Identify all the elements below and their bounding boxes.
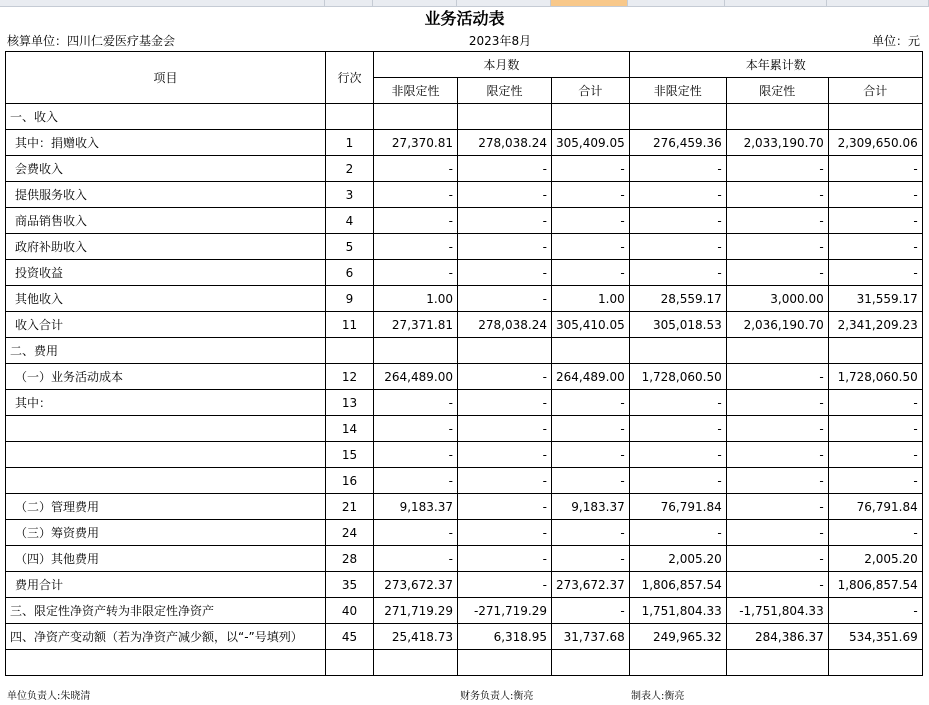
row-label[interactable]: （一）业务活动成本 (6, 364, 326, 390)
row-label[interactable]: 二、费用 (6, 338, 326, 364)
cell-month-unrestricted[interactable]: - (374, 234, 458, 260)
cell-month-restricted[interactable]: - (458, 364, 552, 390)
row-label[interactable]: 投资收益 (6, 260, 326, 286)
cell-ytd-unrestricted[interactable]: 249,965.32 (629, 624, 726, 650)
cell-ytd-unrestricted[interactable]: 1,806,857.54 (629, 572, 726, 598)
cell-ytd-total[interactable] (828, 104, 922, 130)
cell-month-restricted[interactable]: - (458, 182, 552, 208)
cell-ytd-unrestricted[interactable]: - (629, 442, 726, 468)
preparer-signature[interactable]: 制表人:衡亮 (631, 691, 685, 702)
row-line-number[interactable] (326, 104, 374, 130)
table-row (6, 234, 923, 260)
cell-ytd-restricted[interactable]: 284,386.37 (726, 624, 828, 650)
header-ytd-unrestricted[interactable]: 非限定性 (629, 78, 726, 104)
row-label[interactable]: 商品销售收入 (6, 208, 326, 234)
cell-ytd-unrestricted[interactable]: 305,018.53 (629, 312, 726, 338)
finance-head-signature[interactable]: 财务负责人:衡亮 (460, 691, 534, 702)
cell-ytd-total[interactable]: - (828, 182, 922, 208)
header-month-restricted[interactable]: 限定性 (458, 78, 552, 104)
table-row (6, 546, 923, 572)
cell-month-restricted[interactable]: - (458, 156, 552, 182)
cell-month-unrestricted[interactable]: 9,183.37 (374, 494, 458, 520)
blank-cell[interactable] (552, 650, 630, 676)
header-ytd-total[interactable]: 合计 (828, 78, 922, 104)
signature-footer (0, 688, 929, 705)
cell-ytd-unrestricted[interactable]: - (629, 520, 726, 546)
cell-month-restricted[interactable]: - (458, 286, 552, 312)
cell-ytd-total[interactable]: - (828, 598, 922, 624)
cell-ytd-unrestricted[interactable]: - (629, 416, 726, 442)
table-row (6, 130, 923, 156)
cell-ytd-unrestricted[interactable]: - (629, 468, 726, 494)
cell-month-unrestricted[interactable]: - (374, 520, 458, 546)
cell-ytd-total[interactable]: 534,351.69 (828, 624, 922, 650)
cell-ytd-restricted[interactable]: 3,000.00 (726, 286, 828, 312)
cell-ytd-total[interactable] (828, 338, 922, 364)
table-row (6, 416, 923, 442)
cell-ytd-total[interactable]: - (828, 156, 922, 182)
row-label[interactable] (6, 416, 326, 442)
cell-month-total[interactable]: 9,183.37 (552, 494, 630, 520)
table-row (6, 572, 923, 598)
row-line-number[interactable]: 40 (326, 598, 374, 624)
cell-month-total[interactable] (552, 338, 630, 364)
cell-month-restricted[interactable]: - (458, 546, 552, 572)
header-current-month[interactable]: 本月数 (374, 52, 630, 78)
period-label[interactable]: 2023年8月 (468, 34, 532, 48)
activity-statement-table (5, 51, 923, 676)
header-ytd-restricted[interactable]: 限定性 (726, 78, 828, 104)
cell-month-total[interactable] (552, 104, 630, 130)
row-label[interactable]: （二）管理费用 (6, 494, 326, 520)
row-line-number[interactable]: 11 (326, 312, 374, 338)
cell-ytd-unrestricted[interactable]: 2,005.20 (629, 546, 726, 572)
row-label[interactable]: 一、收入 (6, 104, 326, 130)
cell-month-unrestricted[interactable] (374, 104, 458, 130)
row-line-number[interactable]: 9 (326, 286, 374, 312)
cell-month-unrestricted[interactable]: - (374, 468, 458, 494)
row-label[interactable]: 提供服务收入 (6, 182, 326, 208)
cell-ytd-restricted[interactable]: - (726, 468, 828, 494)
cell-ytd-total[interactable]: - (828, 234, 922, 260)
cell-month-total[interactable]: 305,410.05 (552, 312, 630, 338)
sheet-title[interactable]: 业务活动表 (424, 9, 505, 28)
cell-ytd-unrestricted[interactable]: - (629, 390, 726, 416)
cell-month-total[interactable]: - (552, 390, 630, 416)
cell-ytd-restricted[interactable]: 2,036,190.70 (726, 312, 828, 338)
header-line[interactable]: 行次 (326, 52, 374, 104)
row-line-number[interactable]: 24 (326, 520, 374, 546)
table-row (6, 442, 923, 468)
cell-ytd-restricted[interactable]: - (726, 546, 828, 572)
table-row (6, 520, 923, 546)
cell-ytd-total[interactable]: 2,005.20 (828, 546, 922, 572)
cell-month-total[interactable]: - (552, 416, 630, 442)
header-item[interactable]: 项目 (6, 52, 326, 104)
cell-month-restricted[interactable]: 278,038.24 (458, 312, 552, 338)
cell-ytd-unrestricted[interactable]: - (629, 234, 726, 260)
cell-ytd-restricted[interactable]: - (726, 364, 828, 390)
cell-month-total[interactable]: - (552, 442, 630, 468)
row-label[interactable] (6, 442, 326, 468)
row-line-number[interactable]: 3 (326, 182, 374, 208)
cell-month-unrestricted[interactable]: 264,489.00 (374, 364, 458, 390)
cell-month-restricted[interactable]: - (458, 442, 552, 468)
cell-month-restricted[interactable]: - (458, 572, 552, 598)
cell-ytd-restricted[interactable]: - (726, 234, 828, 260)
row-label[interactable]: 会费收入 (6, 156, 326, 182)
row-line-number[interactable]: 45 (326, 624, 374, 650)
table-row (6, 208, 923, 234)
cell-ytd-total[interactable]: 1,806,857.54 (828, 572, 922, 598)
row-label[interactable]: 其他收入 (6, 286, 326, 312)
cell-ytd-unrestricted[interactable]: 276,459.36 (629, 130, 726, 156)
cell-ytd-unrestricted[interactable]: 1,751,804.33 (629, 598, 726, 624)
blank-cell[interactable] (726, 650, 828, 676)
cell-ytd-restricted[interactable]: - (726, 520, 828, 546)
row-line-number[interactable]: 4 (326, 208, 374, 234)
blank-cell[interactable] (6, 650, 326, 676)
blank-cell[interactable] (326, 650, 374, 676)
cell-ytd-total[interactable]: - (828, 208, 922, 234)
cell-ytd-total[interactable]: - (828, 390, 922, 416)
table-row (6, 182, 923, 208)
cell-ytd-restricted[interactable]: - (726, 416, 828, 442)
table-row (6, 312, 923, 338)
cell-month-unrestricted[interactable]: - (374, 546, 458, 572)
table-row (6, 286, 923, 312)
row-line-number[interactable]: 16 (326, 468, 374, 494)
row-line-number[interactable]: 1 (326, 130, 374, 156)
cell-ytd-restricted[interactable]: - (726, 390, 828, 416)
row-line-number[interactable]: 6 (326, 260, 374, 286)
header-year-to-date[interactable]: 本年累计数 (629, 52, 922, 78)
blank-cell[interactable] (629, 650, 726, 676)
row-label[interactable]: 三、限定性净资产转为非限定性净资产 (6, 598, 326, 624)
row-line-number[interactable]: 21 (326, 494, 374, 520)
row-line-number[interactable]: 14 (326, 416, 374, 442)
blank-cell[interactable] (458, 650, 552, 676)
table-row (6, 364, 923, 390)
row-line-number[interactable]: 15 (326, 442, 374, 468)
cell-month-total[interactable]: 31,737.68 (552, 624, 630, 650)
cell-ytd-total[interactable]: - (828, 442, 922, 468)
cell-month-restricted[interactable]: - (458, 208, 552, 234)
cell-ytd-total[interactable]: 1,728,060.50 (828, 364, 922, 390)
cell-month-restricted[interactable]: 6,318.95 (458, 624, 552, 650)
cell-ytd-restricted[interactable]: - (726, 260, 828, 286)
cell-month-total[interactable]: - (552, 156, 630, 182)
table-row (6, 156, 923, 182)
blank-row (6, 650, 923, 676)
cell-ytd-restricted[interactable]: - (726, 182, 828, 208)
cell-ytd-restricted[interactable]: - (726, 572, 828, 598)
cell-ytd-total[interactable]: - (828, 416, 922, 442)
cell-ytd-unrestricted[interactable]: - (629, 260, 726, 286)
cell-month-restricted[interactable] (458, 104, 552, 130)
cell-month-restricted[interactable]: -271,719.29 (458, 598, 552, 624)
table-row (6, 104, 923, 130)
cell-month-restricted[interactable]: - (458, 390, 552, 416)
cell-month-unrestricted[interactable]: - (374, 208, 458, 234)
cell-ytd-total[interactable]: 2,341,209.23 (828, 312, 922, 338)
cell-ytd-restricted[interactable] (726, 104, 828, 130)
cell-ytd-unrestricted[interactable]: 1,728,060.50 (629, 364, 726, 390)
cell-month-restricted[interactable]: 278,038.24 (458, 130, 552, 156)
table-row (6, 338, 923, 364)
row-line-number[interactable]: 2 (326, 156, 374, 182)
row-line-number[interactable]: 12 (326, 364, 374, 390)
cell-month-total[interactable]: - (552, 182, 630, 208)
cell-month-restricted[interactable]: - (458, 520, 552, 546)
row-label[interactable]: 其中：捐赠收入 (6, 130, 326, 156)
cell-month-unrestricted[interactable]: - (374, 390, 458, 416)
cell-ytd-total[interactable]: - (828, 260, 922, 286)
row-line-number[interactable]: 13 (326, 390, 374, 416)
cell-month-restricted[interactable]: - (458, 234, 552, 260)
row-line-number[interactable]: 5 (326, 234, 374, 260)
cell-month-restricted[interactable]: - (458, 494, 552, 520)
cell-month-unrestricted[interactable]: - (374, 182, 458, 208)
blank-cell[interactable] (374, 650, 458, 676)
cell-ytd-restricted[interactable]: - (726, 442, 828, 468)
cell-ytd-restricted[interactable]: -1,751,804.33 (726, 598, 828, 624)
cell-ytd-total[interactable]: - (828, 520, 922, 546)
unit-head-signature[interactable]: 单位负责人:朱晓清 (7, 691, 91, 702)
cell-ytd-total[interactable]: 2,309,650.06 (828, 130, 922, 156)
cell-month-total[interactable]: 264,489.00 (552, 364, 630, 390)
table-row (6, 390, 923, 416)
blank-cell[interactable] (828, 650, 922, 676)
cell-month-total[interactable]: - (552, 260, 630, 286)
cell-month-unrestricted[interactable]: - (374, 442, 458, 468)
cell-month-total[interactable]: - (552, 234, 630, 260)
cell-month-unrestricted[interactable]: 27,371.81 (374, 312, 458, 338)
cell-month-restricted[interactable] (458, 338, 552, 364)
row-label[interactable]: （四）其他费用 (6, 546, 326, 572)
info-row (0, 31, 929, 51)
cell-month-unrestricted[interactable] (374, 338, 458, 364)
cell-ytd-restricted[interactable]: - (726, 208, 828, 234)
row-label[interactable]: 费用合计 (6, 572, 326, 598)
cell-ytd-restricted[interactable] (726, 338, 828, 364)
row-label[interactable]: （三）筹资费用 (6, 520, 326, 546)
cell-ytd-unrestricted[interactable]: 76,791.84 (629, 494, 726, 520)
table-row (6, 468, 923, 494)
cell-month-restricted[interactable]: - (458, 468, 552, 494)
cell-month-total[interactable]: - (552, 468, 630, 494)
cell-month-restricted[interactable]: - (458, 260, 552, 286)
cell-ytd-unrestricted[interactable]: - (629, 182, 726, 208)
header-month-unrestricted[interactable]: 非限定性 (374, 78, 458, 104)
accounting-unit-label[interactable]: 核算单位：四川仁爱医疗基金会 (7, 34, 176, 48)
table-row (6, 624, 923, 650)
row-line-number[interactable]: 28 (326, 546, 374, 572)
cell-month-unrestricted[interactable]: - (374, 156, 458, 182)
row-label[interactable]: 四、净资产变动额（若为净资产减少额，以“-”号填列） (6, 624, 326, 650)
row-label[interactable]: 收入合计 (6, 312, 326, 338)
table-row (6, 598, 923, 624)
cell-month-total[interactable]: 273,672.37 (552, 572, 630, 598)
cell-month-unrestricted[interactable]: 1.00 (374, 286, 458, 312)
row-line-number[interactable] (326, 338, 374, 364)
cell-month-unrestricted[interactable]: - (374, 260, 458, 286)
cell-ytd-unrestricted[interactable] (629, 338, 726, 364)
table-row (6, 494, 923, 520)
cell-month-restricted[interactable]: - (458, 416, 552, 442)
cell-month-unrestricted[interactable]: 25,418.73 (374, 624, 458, 650)
cell-ytd-restricted[interactable]: 2,033,190.70 (726, 130, 828, 156)
row-label[interactable]: 政府补助收入 (6, 234, 326, 260)
cell-month-unrestricted[interactable]: 273,672.37 (374, 572, 458, 598)
cell-month-total[interactable]: - (552, 208, 630, 234)
currency-unit-label[interactable]: 单位：元 (871, 34, 920, 48)
table-row (6, 260, 923, 286)
cell-ytd-unrestricted[interactable]: - (629, 156, 726, 182)
row-label[interactable]: 其中： (6, 390, 326, 416)
row-label[interactable] (6, 468, 326, 494)
header-month-total[interactable]: 合计 (552, 78, 630, 104)
cell-ytd-restricted[interactable]: - (726, 156, 828, 182)
cell-month-total[interactable]: - (552, 598, 630, 624)
row-line-number[interactable]: 35 (326, 572, 374, 598)
cell-month-unrestricted[interactable]: 271,719.29 (374, 598, 458, 624)
cell-month-unrestricted[interactable]: 27,370.81 (374, 130, 458, 156)
cell-ytd-total[interactable]: 31,559.17 (828, 286, 922, 312)
cell-ytd-unrestricted[interactable] (629, 104, 726, 130)
cell-month-total[interactable]: 305,409.05 (552, 130, 630, 156)
cell-month-unrestricted[interactable]: - (374, 416, 458, 442)
cell-month-total[interactable]: - (552, 546, 630, 572)
cell-ytd-restricted[interactable]: - (726, 494, 828, 520)
cell-ytd-total[interactable]: 76,791.84 (828, 494, 922, 520)
cell-ytd-unrestricted[interactable]: 28,559.17 (629, 286, 726, 312)
cell-month-total[interactable]: 1.00 (552, 286, 630, 312)
cell-ytd-total[interactable]: - (828, 468, 922, 494)
cell-ytd-unrestricted[interactable]: - (629, 208, 726, 234)
cell-month-total[interactable]: - (552, 520, 630, 546)
